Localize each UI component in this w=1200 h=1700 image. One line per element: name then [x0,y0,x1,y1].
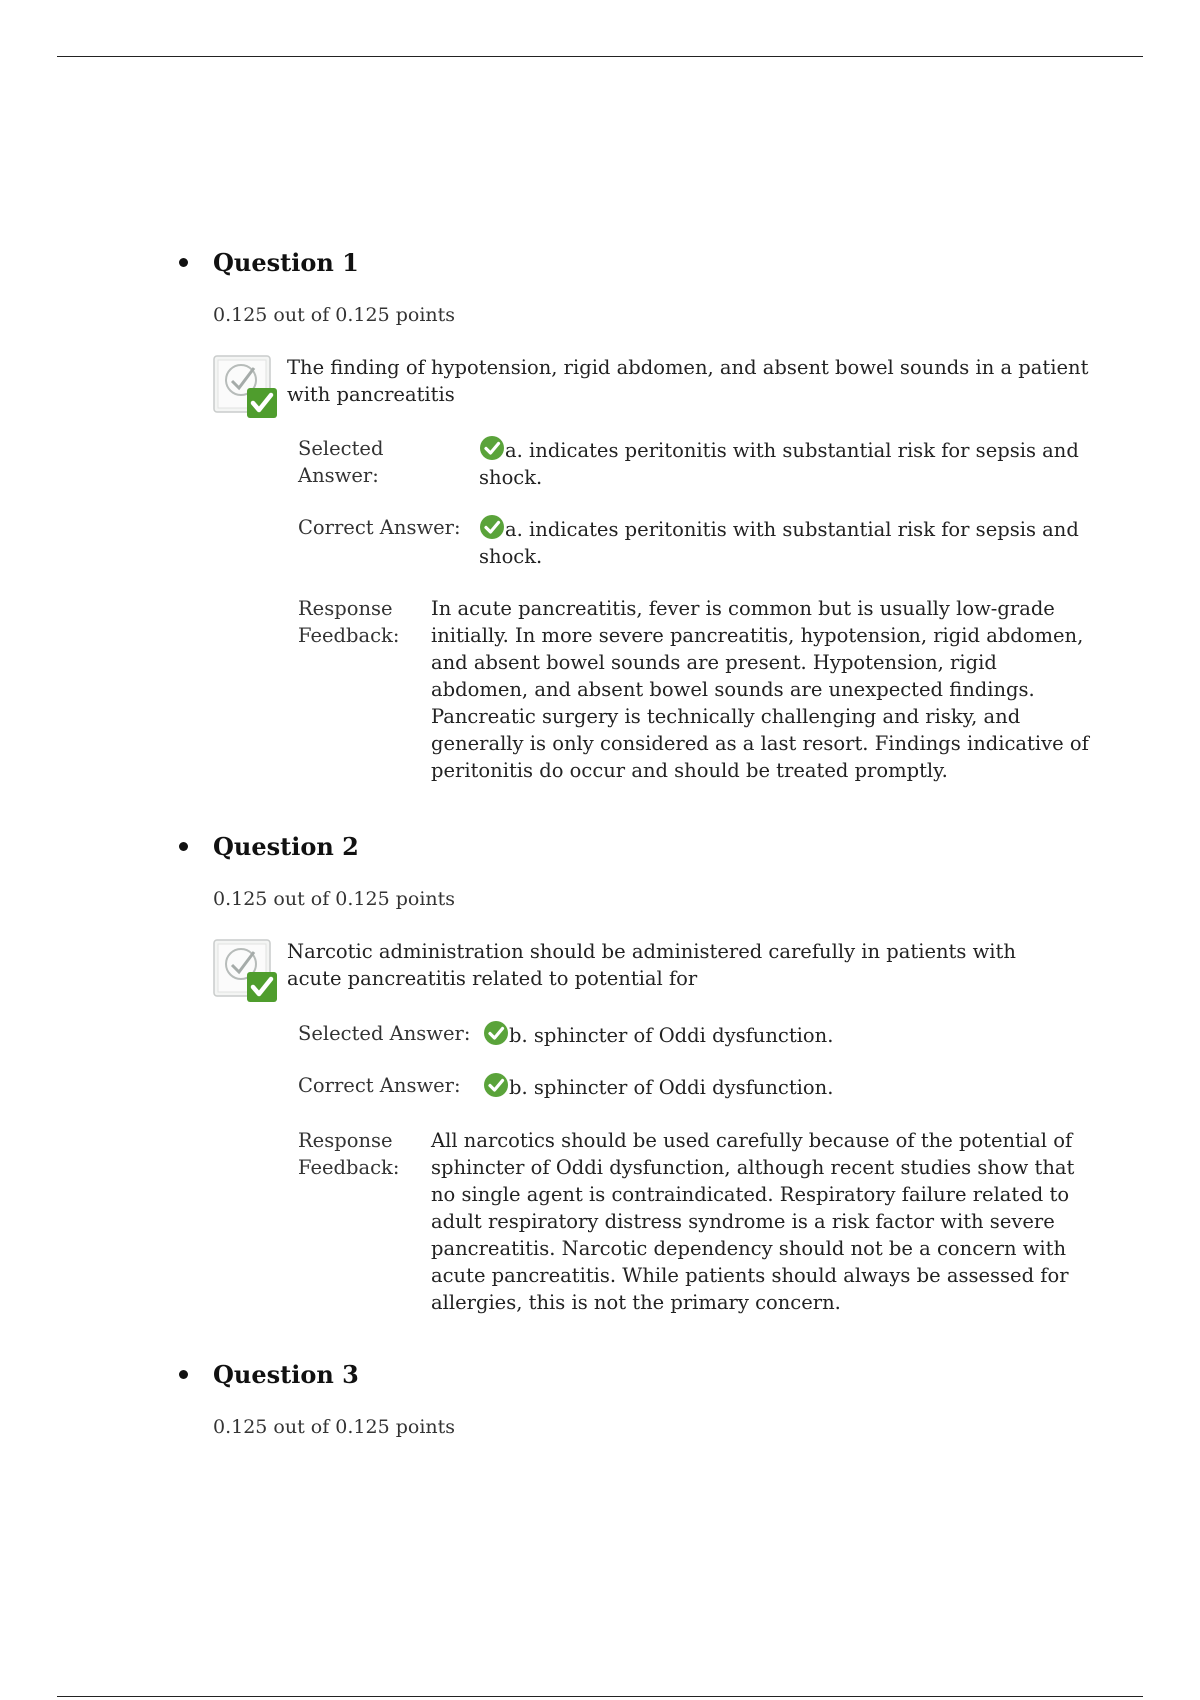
question-title: Question 2 [213,832,359,861]
question-points: 0.125 out of 0.125 points [213,888,456,910]
graded-correct-icon [212,938,278,1004]
correct-check-icon [479,435,505,461]
question-title: Question 3 [213,1360,359,1389]
bullet [179,1370,188,1379]
selected-answer-label: Selected Answer: [298,437,384,487]
correct-answer: a. indicates peritonitis with substantial risk for sepsis and shock. [479,514,1079,570]
question-points: 0.125 out of 0.125 points [213,304,456,326]
correct-check-icon [479,514,505,540]
response-feedback-label: Response Feedback: [298,1129,400,1179]
response-feedback-label: Response Feedback: [298,597,400,647]
question-title: Question 1 [213,248,359,277]
selected-answer-label: Selected Answer: [298,1022,471,1045]
question-text: Narcotic administration should be administered carefully in patients with acute pancreatitis related to potential for [287,940,1016,990]
footer-rule [57,1696,1143,1697]
correct-answer-label: Correct Answer: [298,516,461,539]
bullet [179,258,188,267]
selected-answer: b. sphincter of Oddi dysfunction. [483,1020,1083,1049]
graded-correct-icon [212,354,278,420]
correct-check-icon [483,1020,509,1046]
response-feedback: All narcotics should be used carefully because of the potential of sphincter of Oddi dysfunction, although recent studies show that no single agent is contraindicated. Respiratory failure related to adult respiratory distress syndrome is a risk factor with severe pancreatitis. Narcotic dependency should not be a concern with acute pancreatitis. While patients should always be assessed for allergies, this is not the primary concern. [431,1129,1075,1314]
bullet [179,842,188,851]
header-rule [57,56,1143,57]
correct-answer-label: Correct Answer: [298,1074,461,1097]
response-feedback: In acute pancreatitis, fever is common but is usually low-grade initially. In more severe pancreatitis, hypotension, rigid abdomen, and absent bowel sounds are present. Hypotension, rigid abdomen, and absent bowel sounds are unexpected findings. Pancreatic surgery is technically challenging and risky, and generally is only considered as a last resort. Findings indicative of peritonitis do occur and should be treated promptly. [431,597,1089,782]
selected-answer: a. indicates peritonitis with substantial risk for sepsis and shock. [479,435,1079,491]
question-text: The finding of hypotension, rigid abdomen, and absent bowel sounds in a patient with pancreatitis [287,356,1089,406]
question-points: 0.125 out of 0.125 points [213,1416,456,1438]
correct-answer: b. sphincter of Oddi dysfunction. [483,1072,1083,1101]
correct-check-icon [483,1072,509,1098]
